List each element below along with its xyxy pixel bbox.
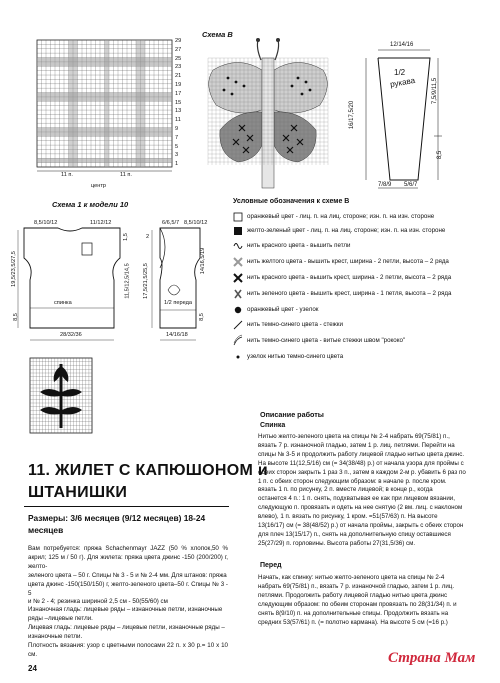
materials-line: Вам потребуется: пряжа Schachenmayr JAZZ (50 % хлопок,50 % акрил; 125 м / 50 г). Для жилета: пряжа цвета джинс -150 (200/200) г, желто- (28, 545, 228, 570)
technique-line: Плотность вязания: узор с цветными полосами 22 п. х 30 р.= 10 х 10 см. (28, 641, 228, 658)
back-label: спинка (54, 300, 72, 306)
legend-item-label: нить красного цвета - вышить крест, ширина - 2 петли, высота – 2 ряда (247, 274, 452, 281)
legend-item-label: оранжевый цвет - лиц. п. на лиц. стороне; изн. п. на изн. стороне (247, 213, 435, 220)
knot-icon (233, 352, 243, 362)
row-number: 11 (175, 117, 181, 124)
back-text-line: спицы № 3-5 и продолжить работу лицевой гладью нитью цвета джинс. (258, 450, 465, 458)
scheme-b (198, 30, 348, 195)
sleeve-bottom-left: 7/8/9 (378, 182, 392, 188)
scheme-1 (10, 218, 225, 348)
back-top-mid: 11/12/12 (90, 220, 112, 226)
back-text-line: вязать 1 п. по рисунку, 2 п. вместе лицевой; в конце р., когда (258, 486, 433, 494)
back-text-line: вязать 7 р. изнаночной гладью, затем 1 р. лиц. петлями. Перейти на (258, 441, 455, 449)
work-title: Описание работы (260, 410, 324, 419)
technique-line: ряды –лицевые петли. (28, 614, 93, 622)
technique-line: Лицевая гладь: лицевые ряды – лицевые петли, изнаночные ряды – (28, 623, 225, 631)
row-number: 21 (175, 73, 182, 80)
back-text-line: 25(27/29) п. горловины. Высота работы 27(31,5/36) см. (258, 539, 416, 547)
sleeve-left-height: 16/17,5/20 (349, 100, 356, 130)
green-cross-icon (233, 289, 243, 299)
front-text-line: следующим образом: по обеим сторонам провязать по 28(31/34) п. и (258, 600, 457, 608)
back-width: 28/32/36 (60, 332, 82, 338)
row-number: 5 (175, 143, 179, 150)
sleeve-bottom-right: 5/6/7 (404, 182, 418, 188)
legend-item-label: нить зеленого цвета - вышить крест, ширина - 1 петля, высота – 2 ряда (247, 290, 452, 297)
top-chart-grid (27, 35, 192, 195)
front-height: 17,5/21,5/25,5 (142, 263, 149, 299)
width-label-right: 11 п. (120, 172, 132, 178)
front-text-line: Начать, как спинку: нитью желто-зеленого цвета на спицы № 2-4 (258, 574, 445, 581)
back-text-line: Нитью желто-зеленого цвета на спицы № 2-4 набрать 69(75/81) п., (258, 433, 450, 440)
front-description (258, 574, 486, 627)
front-height-top: 2 (146, 234, 150, 240)
back-text-line: следующую п. провязать и одеть на нее снятую (2 вм. лиц. с наклоном (258, 504, 463, 512)
row-number: 3 (175, 152, 179, 159)
red-cross-icon (233, 273, 243, 283)
row-number: 29 (175, 38, 182, 44)
front-text-line: снять 8(9/10) п. на дополнительные спицы. Продолжить вязать на (258, 609, 449, 617)
front-right: 14/16,5/19 (200, 247, 207, 275)
center-label: центр (91, 183, 107, 189)
legend-item-label: нить красного цвета - вышить петли (247, 242, 351, 249)
back-text-line: На высоте 11(12,5/16) см (= 34(38/48) р.) от начала узора для проймы с (258, 459, 464, 467)
tulip-motif-chart (30, 358, 92, 433)
page-number: 24 (28, 664, 37, 673)
materials-line: цвета джинс -150(150/150) г, желто-зеленого цвета–50 г. Спицы № 3 - 5 (28, 580, 228, 597)
back-height-lower: 8,5 (12, 313, 19, 321)
sleeve-label-fraction: 1/2 (394, 68, 406, 77)
back-text-line: влево), 1 п. вязать по рисунку, 1 кром. =51(57/63) п. На высоте (258, 513, 438, 521)
back-height-upper: 19,5/23,5/27,5 (10, 251, 17, 287)
back-top-left: 8,5/10/12 (34, 220, 58, 226)
butterfly-chart (198, 30, 348, 195)
row-number: 25 (175, 55, 182, 62)
front-label: 1/2 переда (164, 300, 192, 306)
back-text-line: обеих сторон закрыть 1 раз 3 п., затем в каждом 2-м р. убавить 6 раз по (258, 468, 466, 476)
legend-item-label: оранжевый цвет - узелок (247, 306, 319, 313)
materials-line: и № 2 - 4; резинка шириной 2,5 см - 50(55/60) см (28, 598, 168, 606)
article-title-line2: ШТАНИШКИ (28, 484, 128, 501)
stitch-line-icon (233, 320, 243, 330)
front-top-a: 6/6,5/7 (162, 220, 180, 226)
sleeve-right-bottom: 8,5 (437, 150, 444, 160)
row-number: 7 (175, 134, 179, 141)
green-square-icon (233, 226, 243, 236)
front-text-line: средних 53(57/61) п. (= полотно кармана). На высоте 5 см (=16 р.) (258, 618, 448, 626)
row-number: 1 (175, 161, 179, 168)
materials-line: зеленого цвета – 50 г. Спицы № 3 - 5 и № 2-4 мм. Для штанов: пряжа (28, 571, 227, 579)
back-text-line: останется 4 п.: 1 п. снять, подхватывая ее как при лицевом вязании, (258, 495, 455, 503)
scheme-1-title: Схема 1 к модели 10 (52, 200, 129, 209)
watermark (388, 650, 496, 676)
article-title-line1: 11. ЖИЛЕТ С КАПЮШОНОМ и (28, 462, 269, 479)
front-width: 14/16/18 (166, 332, 188, 338)
sleeve-schematic (350, 40, 470, 190)
row-number: 23 (175, 64, 182, 71)
back-right-b: 11,5/12,5/14,5 (124, 263, 131, 299)
technique-line: изнаночные петли. (28, 632, 83, 640)
front-text-line: набрать 69(75/81) п., вязать 7 р. изнаночной гладью, затем 1 р. лиц. (258, 582, 455, 590)
technique-line: Изнаночная гладь: лицевые ряды – изнаночные петли, изнаночные (28, 606, 223, 613)
row-number: 15 (175, 99, 182, 106)
watermark-text: Страна Мам (388, 650, 476, 666)
sizes-line: Размеры: 3/6 месяцев (9/12 месяцев) 18-24 месяцев (28, 513, 206, 535)
sleeve-label-word: рукава (389, 75, 416, 90)
sleeve-right-top: 7,5/9/11,5 (432, 77, 439, 105)
top-knitting-chart (27, 35, 192, 195)
back-description (258, 433, 486, 549)
orange-square-icon (233, 212, 243, 222)
twisted-stitch-icon (233, 336, 243, 346)
orange-dot-icon (233, 305, 243, 315)
row-number: 27 (175, 46, 182, 53)
back-text-line: 13(16/17) см (= 38(48/52) р.) от начала проймы, закрыть с обеих сторон (258, 522, 464, 530)
heading-rule (24, 506, 229, 507)
row-number: 13 (175, 108, 182, 115)
scheme-1-drawing (10, 218, 225, 348)
legend-item-label: узелок нитью темно-синего цвета (247, 353, 344, 360)
front-right-bottom: 8,5 (198, 313, 205, 321)
back-section-title: Спинка (260, 422, 286, 429)
back-text-line: 1 п. с обеих сторон следующим образом: в начале р. после кром. (258, 477, 447, 485)
back-right-a: 1,5 (122, 233, 129, 241)
legend-item-label: нить темно-синего цвета - витые стежки швом "рококо" (247, 337, 406, 344)
row-number: 19 (175, 82, 182, 88)
sleeve-outline (350, 40, 470, 190)
yellow-cross-icon (233, 257, 243, 267)
legend-item-label: нить желтого цвета - вышить крест, ширина - 2 петли, высота – 2 ряда (247, 258, 449, 265)
materials-text (28, 545, 228, 607)
front-text-line: петлями. Продолжить работу лицевой гладью нитью цвета джинс (258, 591, 448, 599)
front-section-title: Перед (260, 562, 282, 569)
techniques-text (28, 606, 228, 659)
red-loop-icon (233, 241, 243, 251)
legend-item-label: нить темно-синего цвета - стежки (247, 321, 343, 328)
back-text-line: для плеч 13(15/17) п., снять на дополнительную спицу оставшиеся (258, 530, 451, 538)
width-label-left: 11 п. (61, 172, 73, 178)
tulip-grid (30, 358, 92, 433)
row-number: 9 (175, 126, 179, 132)
legend-title: Условные обозначения к схеме В (233, 198, 350, 205)
sleeve-top-width: 12/14/16 (390, 42, 414, 48)
scheme-b-title: Схема В (202, 30, 233, 39)
row-number: 17 (175, 90, 182, 97)
legend-item-label: желто-зеленый цвет - лиц. п. на лиц. стороне; изн. п. на изн. стороне (247, 227, 446, 234)
front-top-b: 8,5/10/12 (184, 220, 208, 226)
